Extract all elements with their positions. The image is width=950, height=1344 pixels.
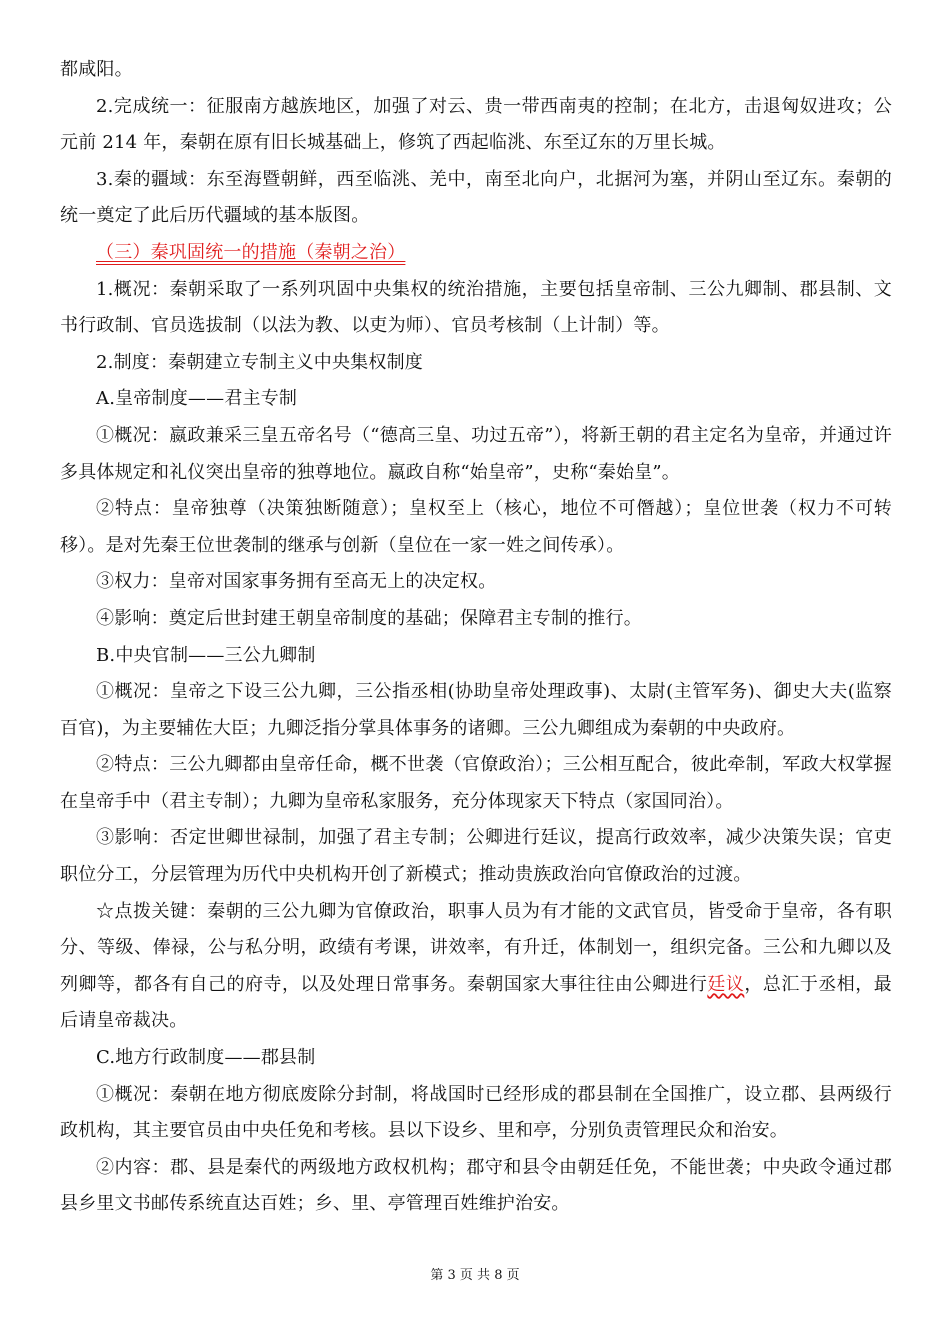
paragraph-officials-overview: ①概况：皇帝之下设三公九卿，三公指丞相(协助皇帝处理政事)、太尉(主管军务)、御史大夫(监察百官)，为主要辅佐大臣；九卿泛指分掌具体事务的诸卿。三公九卿组成为秦朝的中央政府。 xyxy=(60,681,892,739)
document-body xyxy=(60,52,892,1223)
paragraph-key-point xyxy=(60,894,892,1040)
paragraph-officials-impact: ③影响：否定世卿世禄制，加强了君主专制；公卿进行廷议，提高行政效率，减少决策失误；官吏职位分工，分层管理为历代中央机构开创了新模式；推动贵族政治向官僚政治的过渡。 xyxy=(60,827,892,886)
paragraph-emperor-impact: ④影响：奠定后世封建王朝皇帝制度的基础；保障君主专制的推行。 xyxy=(96,607,642,629)
key-point-text-after: ，总汇于丞相，最后请皇帝裁决。 xyxy=(60,973,892,1032)
paragraph-unification: 2.完成统一：征服南方越族地区，加强了对云、贵一带西南夷的控制；在北方，击退匈奴进攻；公元前 214 年，秦朝在原有旧长城基础上，修筑了西起临洮、东至辽东的万里长城。 xyxy=(60,95,892,154)
highlight-tingyi: 廷议 xyxy=(707,973,745,995)
key-point-text-before: ☆点拨关键：秦朝的三公九卿为官僚政治，职事人员为有才能的文武官员，皆受命于皇帝，各有职分、等级、俸禄，公与私分明，政绩有考课，讲效率，有升迁，体制划一，组织完备。三公和九卿以及列卿等，都各有自己的府寺，以及处理日常事务。秦朝国家大事往往由公卿进行 xyxy=(60,900,892,995)
paragraph-emperor-overview: ①概况：嬴政兼采三皇五帝名号（“德高三皇、功过五帝”），将新王朝的君主定名为皇帝，并通过许多具体规定和礼仪突出皇帝的独尊地位。嬴政自称“始皇帝”，史称“秦始皇”。 xyxy=(60,424,892,483)
subheading-emperor-system: A.皇帝制度——君主专制 xyxy=(96,388,298,410)
paragraph-county-overview: ①概况：秦朝在地方彻底废除分封制，将战国时已经形成的郡县制在全国推广，设立郡、县两级行政机构，其主要官员由中央任免和考核。县以下设乡、里和亭，分别负责管理民众和治安。 xyxy=(60,1083,892,1142)
paragraph-officials-features: ②特点：三公九卿都由皇帝任命，概不世袭（官僚政治）；三公相互配合，彼此牵制，军政大权掌握在皇帝手中（君主专制）；九卿为皇帝私家服务，充分体现家天下特点（家国同治）。 xyxy=(60,754,892,812)
section-heading-wrapper xyxy=(60,235,892,272)
subheading-central-officials: B.中央官制——三公九卿制 xyxy=(96,644,316,666)
paragraph-capital: 都咸阳。 xyxy=(60,59,133,80)
paragraph-overview: 1.概况：秦朝采取了一系列巩固中央集权的统治措施，主要包括皇帝制、三公九卿制、郡县制、文书行政制、官员选拔制（以法为教、以吏为师）、官员考核制（上计制）等。 xyxy=(60,278,892,337)
paragraph-system: 2.制度：秦朝建立专制主义中央集权制度 xyxy=(96,351,423,373)
paragraph-territory: 3.秦的疆域：东至海暨朝鲜，西至临洮、羌中，南至北向户，北据河为塞，并阴山至辽东。秦朝的统一奠定了此后历代疆域的基本版图。 xyxy=(60,168,892,227)
paragraph-county-content: ②内容：郡、县是秦代的两级地方政权机构；郡守和县令由朝廷任免，不能世袭；中央政令通过郡县乡里文书邮传系统直达百姓；乡、里、亭管理百姓维护治安。 xyxy=(60,1156,892,1215)
subheading-local-administration: C.地方行政制度——郡县制 xyxy=(96,1047,316,1069)
section-heading: （三）秦巩固统一的措施（秦朝之治） xyxy=(96,241,406,263)
page-footer: 第 3 页 共 8 页 xyxy=(430,1268,520,1283)
paragraph-emperor-features: ②特点：皇帝独尊（决策独断随意）；皇权至上（核心，地位不可僭越）；皇位世袭（权力不可转移）。是对先秦王位世袭制的继承与创新（皇位在一家一姓之间传承）。 xyxy=(60,498,892,556)
paragraph-emperor-power: ③权力：皇帝对国家事务拥有至高无上的决定权。 xyxy=(96,571,497,593)
